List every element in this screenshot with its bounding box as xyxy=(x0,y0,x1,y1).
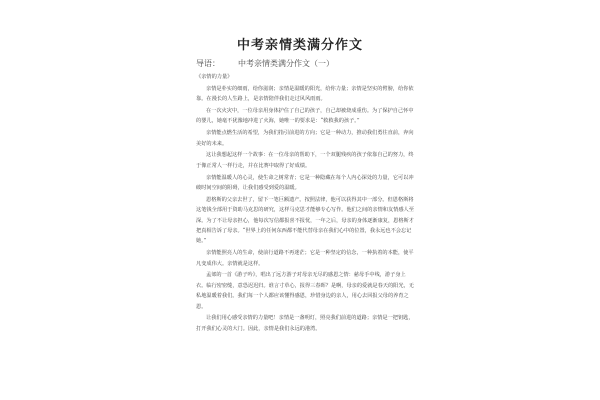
paragraph: 亲情能照亮人的生命，使前行道路不再迷茫；它是一种坚定的信念，一种执着的本能，使平凡变成伟大。亲情就是这样。 xyxy=(196,250,414,267)
subtitle xyxy=(196,58,334,69)
paragraph: 亲情是朴实的细雨，给你滋润；亲情是温暖的阳光，给你力量；亲情是坚实的臂膀，给你依靠。在漫长的人生路上，是亲情陪伴我们走过风风雨雨。 xyxy=(196,85,414,103)
page-title: 中考亲情类满分作文 xyxy=(236,38,363,53)
paragraph: 恩格斯的父亲去世了，留下一笔巨额遗产。按照法律，他可以获得其中一部分。但恩格斯将这笔钱全部用于资助马克思的研究，这样马克思才能够专心写作。他们之间的亲情和友情感人至深。为了不让母亲担心，他每次写信都报喜不报忧，一年之后，母亲的身体逐渐康复，恩格斯才把真相告诉了母亲。“世界上的任何东西都不能代替母亲在我们心中的位置，我永远也不会忘记她。” xyxy=(196,196,414,245)
paragraph: 这让我想起这样一个故事：在一位母亲的帮助下，一个双腿残疾的孩子依靠自己的努力，终于像正常人一样行走，并在比赛中取得了好成绩。 xyxy=(196,152,414,169)
paragraph: 让我们用心感受亲情的力量吧！亲情是一盏明灯，照亮我们前进的道路；亲情是一把钥匙，打开我们心灵的大门。因此，亲情是我们永远的港湾。 xyxy=(196,315,414,332)
article-body xyxy=(196,72,416,334)
paragraph: 在一次火灾中，一位母亲用身体护住了自己的孩子，自己却被烧成重伤。为了保护自己怀中的婴儿，她毫不犹豫地冲进了火海，她唯一的要求是：“救救我的孩子。” xyxy=(196,108,414,125)
paragraph: 亲情能温暖人的心灵，使生命之树常青；它是一种隐藏在每个人内心深处的力量，它可以冲破时间空间的阻碍，让我们感受到爱的温暖。 xyxy=(196,174,414,192)
subtitle-prefix: 导语： xyxy=(196,59,220,68)
subtitle-text: 中考亲情类满分作文（一） xyxy=(238,59,334,68)
article-heading: 《亲情的力量》 xyxy=(196,74,233,80)
paragraph: 亲情能点燃生活的希望，为我们指引前进的方向；它是一种动力，推动我们勇往直前，奔向美好的未来。 xyxy=(196,130,414,147)
paragraph: 孟郊的一首《游子吟》，唱出了远方游子对母亲无尽的感恩之情：慈母手中线，游子身上衣。临行密密缝，意恐迟迟归。谁言寸草心，报得三春晖？是啊，母亲的爱就是春天的阳光，无私地温暖着我们。我们每一个人都应该懂得感恩，珍惜身边的亲人，用心去回报父母的养育之恩。 xyxy=(196,272,414,310)
